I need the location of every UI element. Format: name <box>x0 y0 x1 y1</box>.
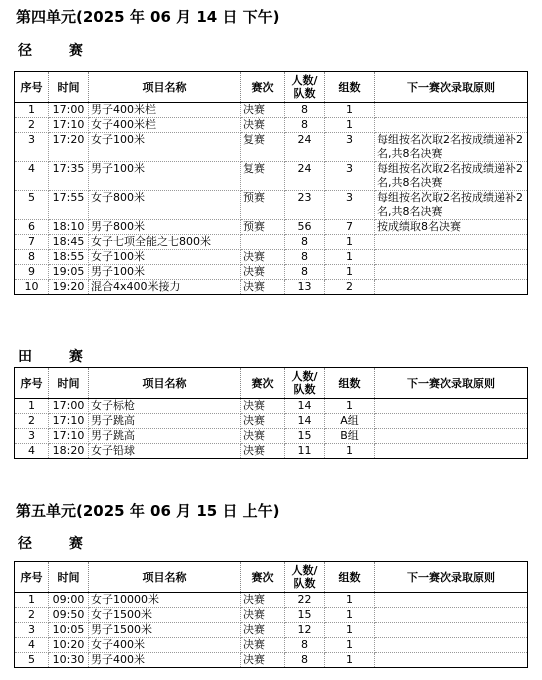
round-cell: 决赛 <box>241 399 285 414</box>
seq-header: 序号 <box>15 368 49 399</box>
count-cell: 8 <box>285 103 325 118</box>
rule-header: 下一赛次录取原则 <box>375 562 528 593</box>
rule-cell <box>375 235 528 250</box>
table-row <box>15 653 528 668</box>
groups-cell: 1 <box>325 103 375 118</box>
time-cell: 10:05 <box>49 623 89 638</box>
count-header-line1: 人数/ <box>291 74 318 87</box>
time-cell: 17:20 <box>49 133 89 162</box>
rule-cell <box>375 608 528 623</box>
round-cell <box>241 235 285 250</box>
count-cell: 13 <box>285 280 325 295</box>
unit-title: 第五单元(2025 年 06 月 15 日 上午) <box>16 502 280 520</box>
event-cell: 男子1500米 <box>89 623 241 638</box>
count-cell: 14 <box>285 399 325 414</box>
seq-cell: 2 <box>15 608 49 623</box>
round-header: 赛次 <box>241 562 285 593</box>
table-row <box>15 638 528 653</box>
groups-cell: 3 <box>325 162 375 191</box>
rule-cell: 每组按名次取2名按成绩递补2名,共8名决赛 <box>375 191 528 220</box>
seq-cell: 5 <box>15 653 49 668</box>
seq-cell: 1 <box>15 593 49 608</box>
table-row <box>15 444 528 459</box>
seq-header: 序号 <box>15 562 49 593</box>
time-cell: 10:30 <box>49 653 89 668</box>
round-cell: 复赛 <box>241 162 285 191</box>
time-cell: 17:55 <box>49 191 89 220</box>
count-cell: 24 <box>285 162 325 191</box>
rule-cell <box>375 444 528 459</box>
rule-cell <box>375 103 528 118</box>
count-header-line1: 人数/ <box>291 370 318 383</box>
round-header: 赛次 <box>241 368 285 399</box>
table-row <box>15 133 528 162</box>
groups-cell: 1 <box>325 250 375 265</box>
event-cell: 男子跳高 <box>89 414 241 429</box>
groups-cell: 1 <box>325 593 375 608</box>
groups-cell: 1 <box>325 608 375 623</box>
schedule-table <box>14 367 528 459</box>
time-header: 时间 <box>49 562 89 593</box>
seq-cell: 1 <box>15 399 49 414</box>
seq-cell: 3 <box>15 623 49 638</box>
rule-header: 下一赛次录取原则 <box>375 72 528 103</box>
event-cell: 女子标枪 <box>89 399 241 414</box>
round-cell: 决赛 <box>241 608 285 623</box>
seq-cell: 7 <box>15 235 49 250</box>
seq-cell: 1 <box>15 103 49 118</box>
header-row <box>15 368 528 399</box>
event-cell: 女子1500米 <box>89 608 241 623</box>
count-header-line1: 人数/ <box>291 564 318 577</box>
rule-cell <box>375 593 528 608</box>
seq-header: 序号 <box>15 72 49 103</box>
time-cell: 18:20 <box>49 444 89 459</box>
round-cell: 决赛 <box>241 265 285 280</box>
event-header: 项目名称 <box>89 562 241 593</box>
seq-cell: 8 <box>15 250 49 265</box>
time-cell: 09:00 <box>49 593 89 608</box>
rule-cell <box>375 414 528 429</box>
event-cell: 女子100米 <box>89 133 241 162</box>
groups-cell: 7 <box>325 220 375 235</box>
groups-cell: 3 <box>325 191 375 220</box>
groups-cell: A组 <box>325 414 375 429</box>
schedule-table <box>14 71 528 295</box>
table-row <box>15 623 528 638</box>
event-cell: 男子800米 <box>89 220 241 235</box>
section-title: 径 赛 <box>18 536 99 552</box>
groups-header: 组数 <box>325 72 375 103</box>
groups-cell: 1 <box>325 235 375 250</box>
count-header <box>285 368 325 399</box>
count-cell: 22 <box>285 593 325 608</box>
event-cell: 混合4x400米接力 <box>89 280 241 295</box>
event-header: 项目名称 <box>89 72 241 103</box>
groups-cell: 1 <box>325 265 375 280</box>
event-cell: 男子400米栏 <box>89 103 241 118</box>
count-cell: 15 <box>285 608 325 623</box>
event-cell: 男子100米 <box>89 162 241 191</box>
header-row <box>15 72 528 103</box>
table-row <box>15 220 528 235</box>
rule-cell <box>375 265 528 280</box>
count-cell: 8 <box>285 265 325 280</box>
time-cell: 10:20 <box>49 638 89 653</box>
round-cell: 决赛 <box>241 444 285 459</box>
round-cell: 决赛 <box>241 118 285 133</box>
event-cell: 男子跳高 <box>89 429 241 444</box>
table-row <box>15 608 528 623</box>
schedule-table <box>14 561 528 668</box>
seq-cell: 5 <box>15 191 49 220</box>
seq-cell: 4 <box>15 162 49 191</box>
rule-cell <box>375 653 528 668</box>
seq-cell: 2 <box>15 118 49 133</box>
table-row <box>15 162 528 191</box>
round-header: 赛次 <box>241 72 285 103</box>
event-cell: 女子400米 <box>89 638 241 653</box>
rule-cell <box>375 429 528 444</box>
event-cell: 女子100米 <box>89 250 241 265</box>
seq-cell: 9 <box>15 265 49 280</box>
round-cell: 决赛 <box>241 250 285 265</box>
section-title: 田 赛 <box>18 349 99 365</box>
count-cell: 8 <box>285 653 325 668</box>
count-cell: 23 <box>285 191 325 220</box>
count-cell: 8 <box>285 250 325 265</box>
header-row <box>15 562 528 593</box>
count-cell: 15 <box>285 429 325 444</box>
event-cell: 男子400米 <box>89 653 241 668</box>
count-cell: 8 <box>285 235 325 250</box>
count-cell: 12 <box>285 623 325 638</box>
count-header-line2: 队数 <box>293 383 316 396</box>
round-cell: 决赛 <box>241 429 285 444</box>
time-cell: 17:35 <box>49 162 89 191</box>
round-cell: 决赛 <box>241 103 285 118</box>
rule-cell <box>375 623 528 638</box>
time-cell: 17:00 <box>49 103 89 118</box>
seq-cell: 3 <box>15 133 49 162</box>
count-header <box>285 72 325 103</box>
groups-cell: 3 <box>325 133 375 162</box>
table-row <box>15 103 528 118</box>
section-title: 径 赛 <box>18 43 99 59</box>
time-cell: 17:10 <box>49 414 89 429</box>
table-row <box>15 399 528 414</box>
rule-cell: 每组按名次取2名按成绩递补2名,共8名决赛 <box>375 133 528 162</box>
groups-cell: 1 <box>325 444 375 459</box>
round-cell: 决赛 <box>241 593 285 608</box>
time-header: 时间 <box>49 72 89 103</box>
time-cell: 17:00 <box>49 399 89 414</box>
round-cell: 预赛 <box>241 191 285 220</box>
time-cell: 18:10 <box>49 220 89 235</box>
event-cell: 女子铅球 <box>89 444 241 459</box>
rule-cell <box>375 250 528 265</box>
time-cell: 09:50 <box>49 608 89 623</box>
rule-cell <box>375 399 528 414</box>
seq-cell: 6 <box>15 220 49 235</box>
count-cell: 24 <box>285 133 325 162</box>
groups-header: 组数 <box>325 368 375 399</box>
groups-header: 组数 <box>325 562 375 593</box>
round-cell: 决赛 <box>241 638 285 653</box>
event-cell: 女子800米 <box>89 191 241 220</box>
event-cell: 女子10000米 <box>89 593 241 608</box>
table-row <box>15 235 528 250</box>
seq-cell: 4 <box>15 444 49 459</box>
time-cell: 17:10 <box>49 429 89 444</box>
count-cell: 8 <box>285 638 325 653</box>
count-cell: 8 <box>285 118 325 133</box>
count-cell: 56 <box>285 220 325 235</box>
time-cell: 17:10 <box>49 118 89 133</box>
groups-cell: 1 <box>325 638 375 653</box>
groups-cell: 1 <box>325 653 375 668</box>
time-cell: 18:55 <box>49 250 89 265</box>
rule-cell <box>375 280 528 295</box>
time-cell: 18:45 <box>49 235 89 250</box>
table-row <box>15 265 528 280</box>
groups-cell: 1 <box>325 118 375 133</box>
round-cell: 预赛 <box>241 220 285 235</box>
table-row <box>15 593 528 608</box>
groups-cell: 1 <box>325 399 375 414</box>
seq-cell: 10 <box>15 280 49 295</box>
count-header <box>285 562 325 593</box>
seq-cell: 4 <box>15 638 49 653</box>
table-row <box>15 429 528 444</box>
event-cell: 女子400米栏 <box>89 118 241 133</box>
rule-cell <box>375 638 528 653</box>
unit-title: 第四单元(2025 年 06 月 14 日 下午) <box>16 8 280 26</box>
groups-cell: 2 <box>325 280 375 295</box>
table-row <box>15 191 528 220</box>
event-header: 项目名称 <box>89 368 241 399</box>
time-header: 时间 <box>49 368 89 399</box>
count-cell: 11 <box>285 444 325 459</box>
rule-cell: 按成绩取8名决赛 <box>375 220 528 235</box>
count-cell: 14 <box>285 414 325 429</box>
count-header-line2: 队数 <box>293 577 316 590</box>
table-row <box>15 250 528 265</box>
round-cell: 复赛 <box>241 133 285 162</box>
round-cell: 决赛 <box>241 414 285 429</box>
table-row <box>15 280 528 295</box>
seq-cell: 2 <box>15 414 49 429</box>
rule-cell: 每组按名次取2名按成绩递补2名,共8名决赛 <box>375 162 528 191</box>
time-cell: 19:20 <box>49 280 89 295</box>
round-cell: 决赛 <box>241 280 285 295</box>
event-cell: 男子100米 <box>89 265 241 280</box>
table-row <box>15 118 528 133</box>
count-header-line2: 队数 <box>293 87 316 100</box>
rule-cell <box>375 118 528 133</box>
groups-cell: B组 <box>325 429 375 444</box>
table-row <box>15 414 528 429</box>
round-cell: 决赛 <box>241 653 285 668</box>
seq-cell: 3 <box>15 429 49 444</box>
groups-cell: 1 <box>325 623 375 638</box>
round-cell: 决赛 <box>241 623 285 638</box>
time-cell: 19:05 <box>49 265 89 280</box>
rule-header: 下一赛次录取原则 <box>375 368 528 399</box>
event-cell: 女子七项全能之七800米 <box>89 235 241 250</box>
